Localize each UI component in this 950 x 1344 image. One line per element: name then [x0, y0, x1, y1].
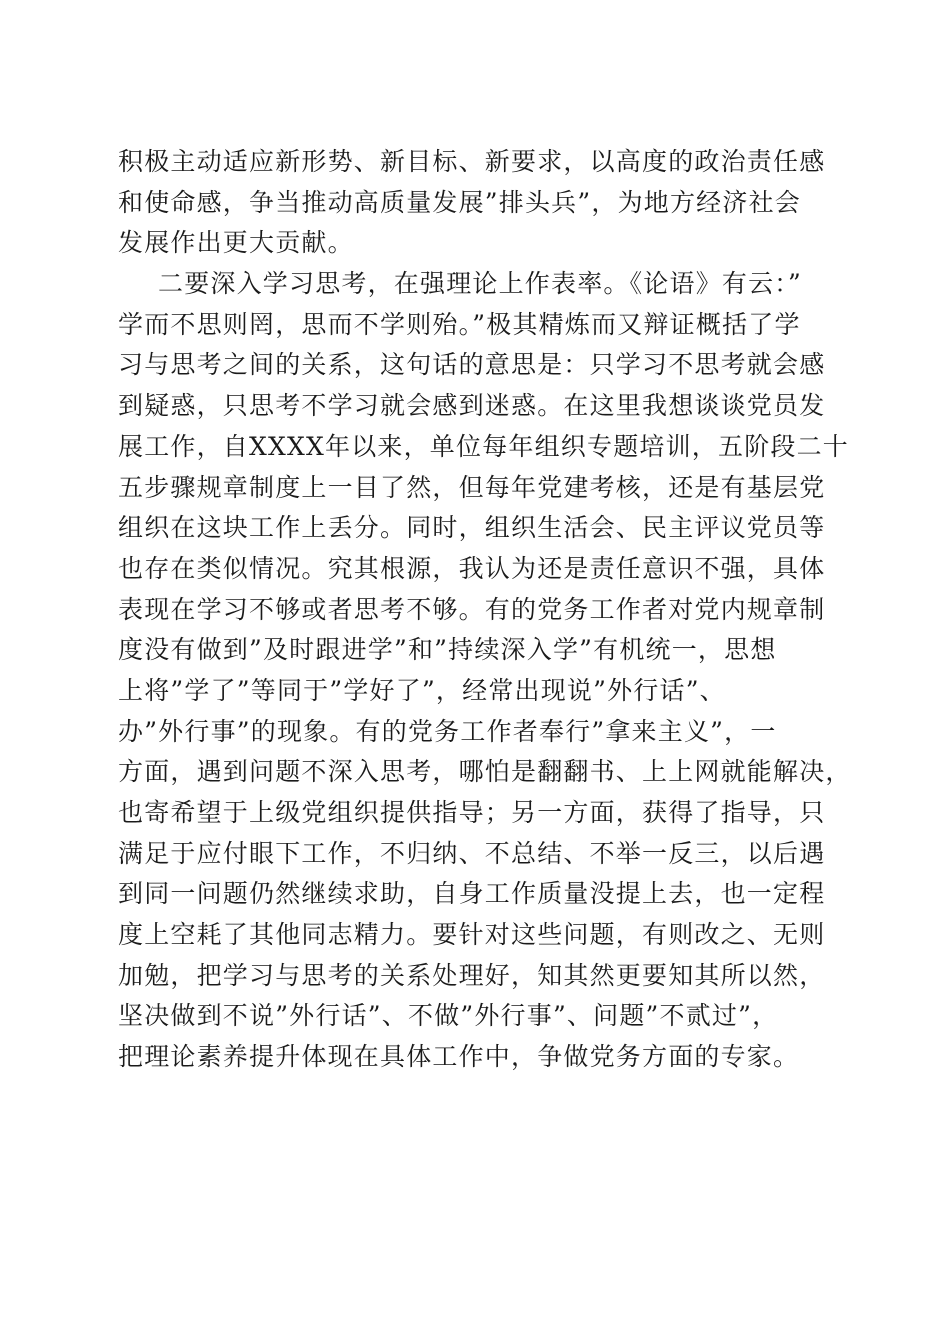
text-line: 也寄希望于上级党组织提供指导；另一方面，获得了指导，只 — [118, 798, 826, 827]
text-line: 发展作出更大贡献。 — [118, 228, 354, 258]
text-line: 坚决做到不说”外行话”、不做”外行事”、问题”不贰过”， — [118, 1001, 779, 1031]
text-line: 加勉，把学习与思考的关系处理好，知其然更要知其所以然， — [118, 960, 826, 990]
text-line: 学而不思则罔，思而不学则殆。”极其精炼而又辩证概括了学 — [118, 309, 801, 339]
text-line: 习与思考之间的关系，这句话的意思是：只学习不思考就会感 — [118, 350, 826, 380]
text-line: 展工作，自XXXX年以来，单位每年组织专题培训，五阶段二十 — [118, 431, 849, 461]
text-line: 到疑惑，只思考不学习就会感到迷惑。在这里我想谈谈党员发 — [118, 391, 826, 421]
text-line: 把理论素养提升体现在具体工作中，争做党务方面的专家。 — [118, 1042, 800, 1072]
text-line: 也存在类似情况。究其根源，我认为还是责任意识不强，具体 — [118, 553, 826, 583]
text-line: 满足于应付眼下工作，不归纳、不总结、不举一反三，以后遇 — [118, 838, 826, 868]
text-line: 方面，遇到问题不深入思考，哪怕是翻翻书、上上网就能解决， — [118, 757, 852, 787]
text-line: 表现在学习不够或者思考不够。有的党务工作者对党内规章制 — [118, 594, 826, 624]
text-line: 组织在这块工作上丢分。同时，组织生活会、民主评议党员等 — [118, 513, 826, 543]
text-line: 度上空耗了其他同志精力。要针对这些问题，有则改之、无则 — [118, 920, 826, 950]
text-line: 上将”学了”等同于”学好了”，经常出现说”外行话”、 — [118, 675, 726, 705]
paragraph-start-line: 二要深入学习思考，在强理论上作表率。《论语》有云：” — [158, 269, 802, 299]
text-line: 办”外行事”的现象。有的党务工作者奉行”拿来主义”，一 — [118, 716, 777, 746]
text-line: 到同一问题仍然继续求助，自身工作质量没提上去，也一定程 — [118, 879, 826, 909]
body-text — [118, 142, 852, 1078]
text-line: 五步骤规章制度上一目了然，但每年党建考核，还是有基层党 — [118, 472, 826, 502]
text-line: 和使命感，争当推动高质量发展”排头兵”，为地方经济社会 — [118, 187, 801, 217]
text-line: 积极主动适应新形势、新目标、新要求，以高度的政治责任感 — [118, 147, 826, 176]
text-line: 度没有做到”及时跟进学”和”持续深入学”有机统一，思想 — [118, 635, 777, 665]
